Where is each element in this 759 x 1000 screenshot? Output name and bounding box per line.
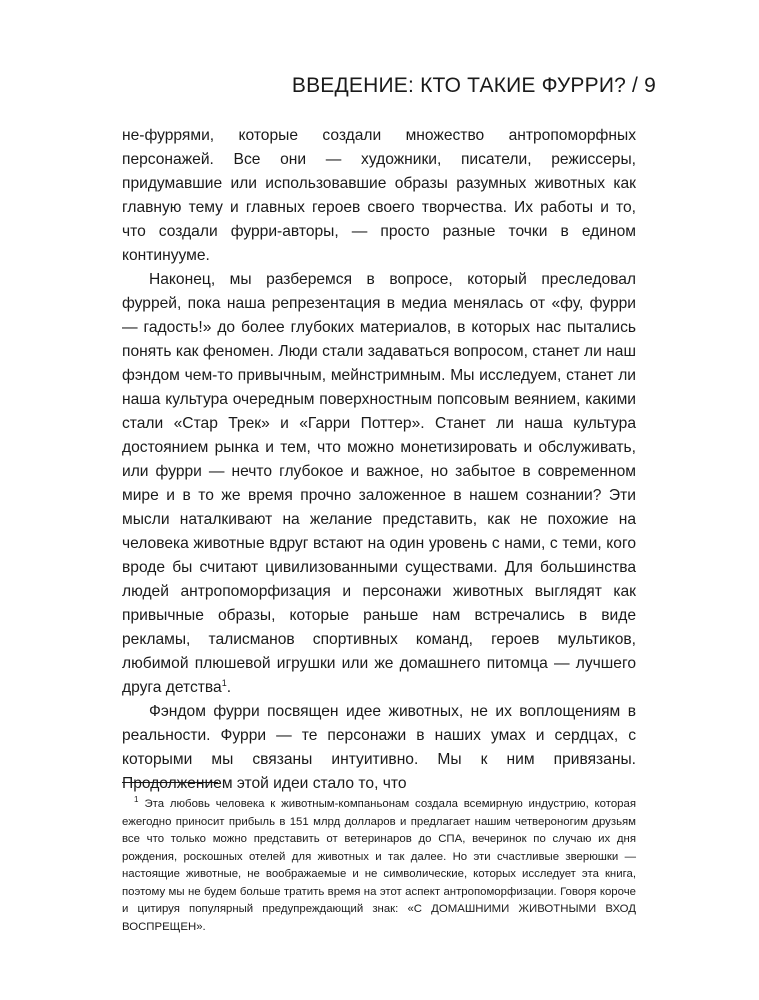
paragraph-1: не-фуррями, которые создали множество антропоморфных персонажей. Все они — художники, писатели, режиссеры, придумавшие или использовавшие образы разумных животных как главную тему и главных героев своего творчества. Их работы и то, что создали фурри-авторы, — просто разные точки в едином континууме. (122, 127, 636, 264)
paragraph-2: Наконец, мы разберемся в вопросе, который преследовал фуррей, пока наша репрезентация в медиа менялась от «фу, фурри — гадость!» до более глубоких материалов, в которых нас пытались понять как феномен. Люди стали задаваться вопросом, станет ли наш фэндом чем-то привычным, мейнстримным. Мы исследуем, станет ли наша культура очередным поверхностным попсовым веянием, какими стали «Стар Трек» и «Гарри Поттер». Станет ли наша культура достоянием рынка и тем, что можно монетизировать и обслуживать, или фурри — нечто глубокое и важное, но забытое в современном мире и в то же время прочно заложенное в нашем сознании? Эти мысли наталкивают на желание представить, как не похожие на человека животные вдруг встают на один уровень с нами, с теми, кого вроде бы считают цивилизованными существами. Для большинства людей антропоморфизация и персонажи животных выглядят как привычные образы, которые раньше нам встречались в виде рекламы, талисманов спортивных команд, героев мультиков, любимой плюшевой игрушки или же домашнего питомца — лучшего друга детства$^1$. (122, 271, 636, 696)
footnote-divider (122, 782, 218, 783)
footnote (122, 796, 636, 936)
footnote-reference[interactable]: 1 (221, 677, 227, 688)
running-header: ВВЕДЕНИЕ: КТО ТАКИЕ ФУРРИ? / 9 (291, 74, 656, 97)
main-text (122, 124, 636, 796)
footnote-text: Эта любовь человека к животным-компаньонам создала всемирную индустрию, которая ежегодно приносит прибыль в 151 млрд долларов и предлагает нашим четвероногим друзьям все что только можно представить от ветеринаров до СПА, вечеринок по случаю их дня рождения, роскошных отелей для животных и так далее. Но эти счастливые зверюшки — настоящие животные, не воображаемые и не символические, которых исследует эта книга, поэтому мы не будем больше тратить время на этот аспект антропоморфизации. Говоря короче и цитируя популярный предупреждающий знак: «С ДОМАШНИМИ ЖИВОТНЫМИ ВХОД ВОСПРЕЩЕН». (122, 798, 636, 933)
footnote-number: 1 (134, 795, 139, 805)
paragraph-2-text: Наконец, мы разберемся в вопросе, который преследовал фуррей, пока наша репрезентация в медиа менялась от «фу, фурри — гадость!» до более глубоких материалов, в которых нас пытались понять как феномен. Люди стали задаваться вопросом, станет ли наш фэндом чем-то привычным, мейнстримным. Мы исследуем, станет ли наша культура очередным поверхностным попсовым веянием, какими стали «Стар Трек» и «Гарри Поттер». Станет ли наша культура достоянием рынка и тем, что можно монетизировать и обслуживать, или фурри — нечто глубокое и важное, но забытое в современном мире и в то же время прочно заложенное в нашем сознании? Эти мысли наталкивают на желание представить, как не похожие на человека животные вдруг встают на один уровень с нами, с теми, кого вроде бы считают цивилизованными существами. Для большинства людей антропоморфизация и персонажи животных выглядят как привычные образы, которые раньше нам встречались в виде рекламы, талисманов спортивных команд, героев мультиков, любимой плюшевой игрушки или же домашнего питомца — лучшего друга детства (122, 271, 636, 696)
paragraph-3: Фэндом фурри посвящен идее животных, не их воплощениям в реальности. Фурри — те персонажи в наших умах и сердцах, с которыми мы связаны интуитивно. Мы к ним привязаны. Продолжением этой идеи стало то, что (122, 703, 636, 792)
